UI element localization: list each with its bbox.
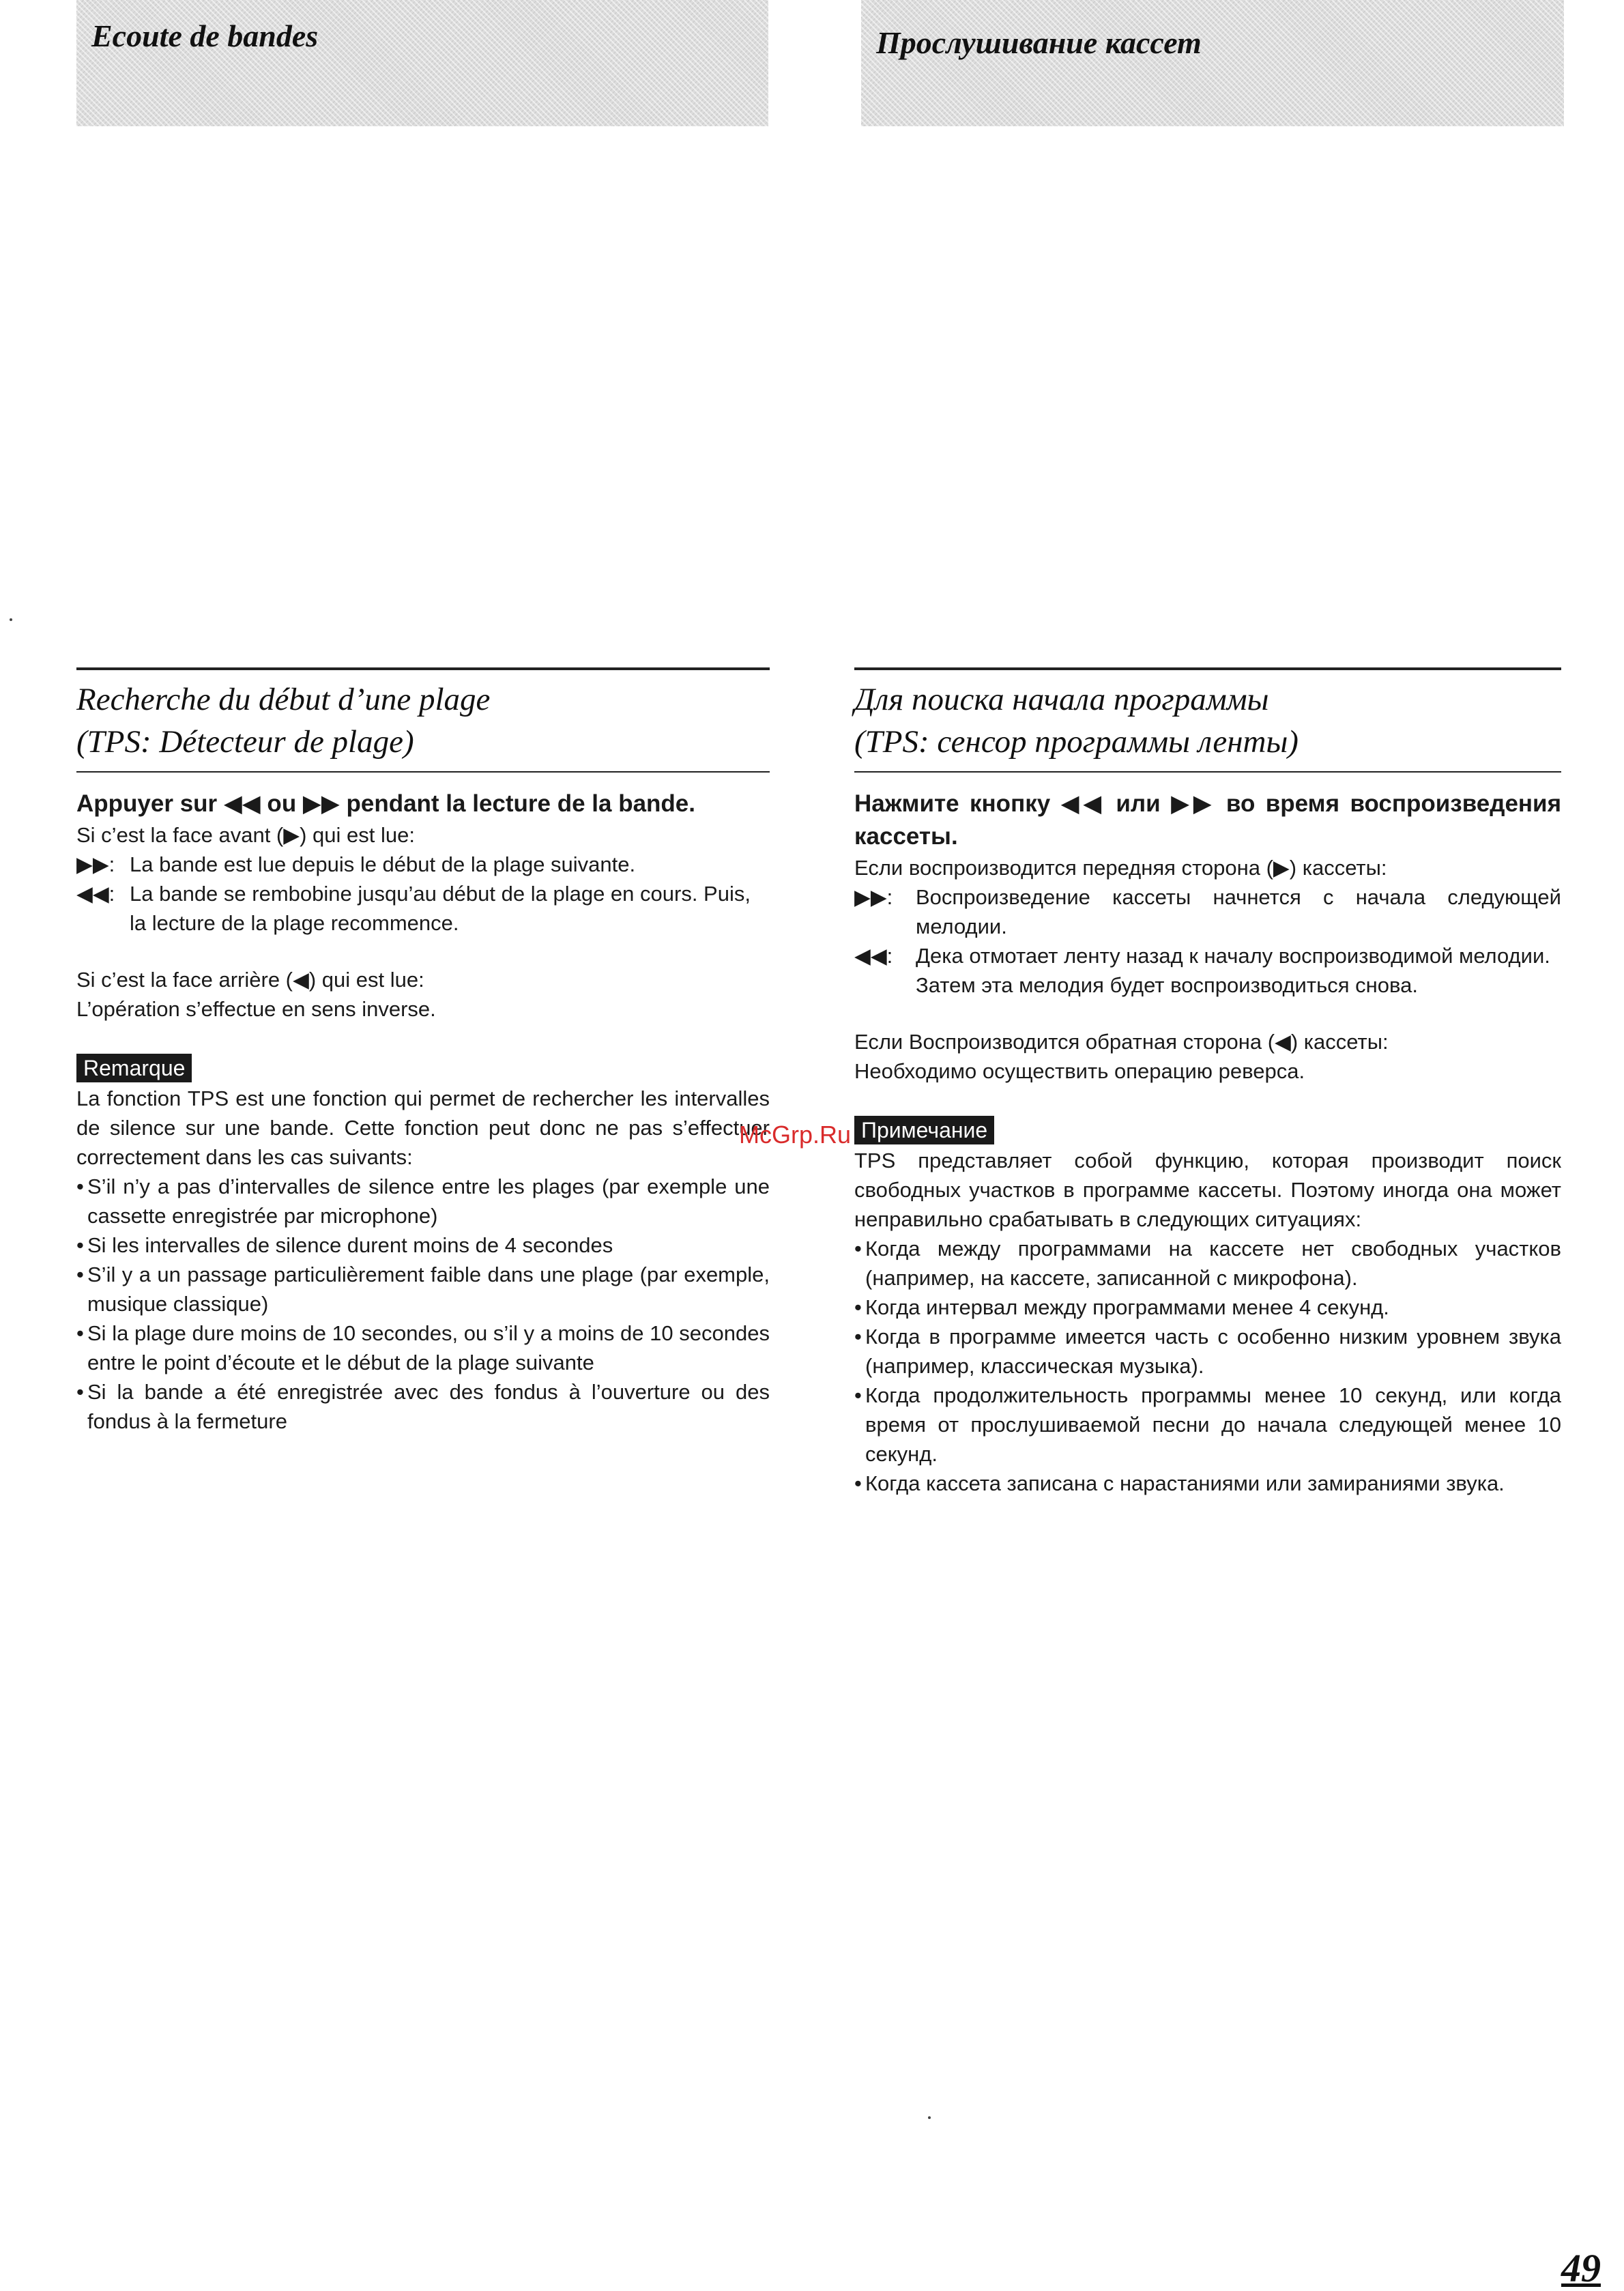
french-note-text: La fonction TPS est une fonction qui permet de rechercher les intervalles de silence sur une bande. Cette fonction peut donc ne pas s’effectuer correctement dans les cas suivants: <box>76 1086 770 1169</box>
russian-column <box>854 667 1561 1498</box>
russian-rew-item <box>854 941 1561 1000</box>
list-item: • S’il y a un passage particulièrement faible dans une plage (par exemple, musique classique) <box>76 1263 770 1316</box>
list-item: • Si la plage dure moins de 10 secondes, ou s’il y a moins de 10 secondes entre le point d’écoute et le début de la plage suivante <box>76 1321 770 1374</box>
french-note-badge: Remarque <box>76 1054 192 1082</box>
list-item: • Si la bande a été enregistrée avec des fondus à l’ouverture ou des fondus à la fermeture <box>76 1380 770 1433</box>
french-front-intro: Si c’est la face avant (▶) qui est lue: <box>76 823 415 847</box>
header-title-french: Ecoute de bandes <box>91 18 319 53</box>
russian-note-text: TPS представляет собой функцию, которая производит поиск свободных участков в программе кассеты. Поэтому иногда она может неправильно срабатывать в следующих ситуациях: <box>854 1149 1561 1231</box>
russian-note-badge: Примечание <box>854 1116 994 1144</box>
russian-section-heading <box>854 667 1561 773</box>
scan-speck <box>10 618 12 621</box>
rewind-icon: ◀◀: <box>854 944 893 968</box>
list-item: • S’il n’y a pas d’intervalles de silence entre les plages (par exemple une cassette enregistrée par microphone) <box>76 1175 770 1228</box>
russian-instruction: Нажмите кнопку ◀◀ или ▶▶ во время воспроизведения кассеты. <box>854 790 1561 850</box>
list-item: • Когда интервал между программами менее 4 секунд. <box>854 1295 1389 1319</box>
french-heading-line-1: Recherche du début d’une plage <box>76 682 491 717</box>
french-rew-item <box>76 879 770 938</box>
list-item: • Si les intervalles de silence durent moins de 4 secondes <box>76 1233 613 1257</box>
french-heading-line-2: (TPS: Détecteur de plage) <box>76 724 414 760</box>
russian-ff-text: Воспроизведение кассеты начнется с начала следующей мелодии. <box>916 885 1561 938</box>
french-ff-text: La bande est lue depuis le début de la plage suivante. <box>130 852 636 876</box>
list-item: • Когда продолжительность программы менее 10 секунд, или когда время от прослушиваемой песни до начала следующей менее 10 секунд. <box>854 1383 1561 1466</box>
rewind-icon: ◀◀: <box>76 882 115 906</box>
russian-front-intro: Если воспроизводится передняя сторона (▶) кассеты: <box>854 856 1387 880</box>
french-instruction: Appuyer sur ◀◀ ou ▶▶ pendant la lecture de la bande. <box>76 790 695 817</box>
fast-forward-icon: ▶▶: <box>854 885 893 909</box>
french-column <box>76 667 770 1436</box>
russian-rew-text: Дека отмотает ленту назад к началу воспроизводимой мелодии. Затем эта мелодия будет воспроизводиться снова. <box>916 941 1561 1000</box>
french-bullet-list <box>76 1172 770 1436</box>
french-rew-text: La bande se rembobine jusqu’au début de la plage en cours. Puis, la lecture de la plage recommence. <box>130 882 751 935</box>
watermark: McGrp.Ru <box>739 1121 852 1149</box>
russian-heading-line-2: (TPS: сенсор программы ленты) <box>854 724 1299 760</box>
page-number: 49 <box>1561 2246 1601 2290</box>
fast-forward-icon: ▶▶: <box>76 852 115 876</box>
russian-bullet-list <box>854 1234 1561 1498</box>
header-title-russian: Прослушивание кассет <box>876 25 1202 60</box>
french-ff-item <box>76 850 770 879</box>
russian-back-text: Необходимо осуществить операцию реверса. <box>854 1059 1305 1083</box>
list-item: • Когда в программе имеется часть с особенно низким уровнем звука (например, классическая музыка). <box>854 1325 1561 1378</box>
header-band-french <box>76 0 768 126</box>
french-section-heading <box>76 667 770 773</box>
russian-heading-line-1: Для поиска начала программы <box>854 682 1269 717</box>
french-back-text: L’opération s’effectue en sens inverse. <box>76 997 436 1021</box>
scan-speck <box>928 2116 931 2119</box>
french-back-intro: Si c’est la face arrière (◀) qui est lue: <box>76 968 424 992</box>
russian-rew-text-2: Затем эта мелодия будет воспроизводиться снова. <box>916 973 1418 997</box>
russian-ff-item <box>854 882 1561 941</box>
list-item: • Когда кассета записана с нарастаниями или замираниями звука. <box>854 1471 1505 1495</box>
list-item: • Когда между программами на кассете нет свободных участков (например, на кассете, записанной с микрофона). <box>854 1237 1561 1290</box>
header-band-russian <box>861 0 1564 126</box>
russian-back-intro: Если Воспроизводится обратная сторона (◀) кассеты: <box>854 1030 1389 1054</box>
